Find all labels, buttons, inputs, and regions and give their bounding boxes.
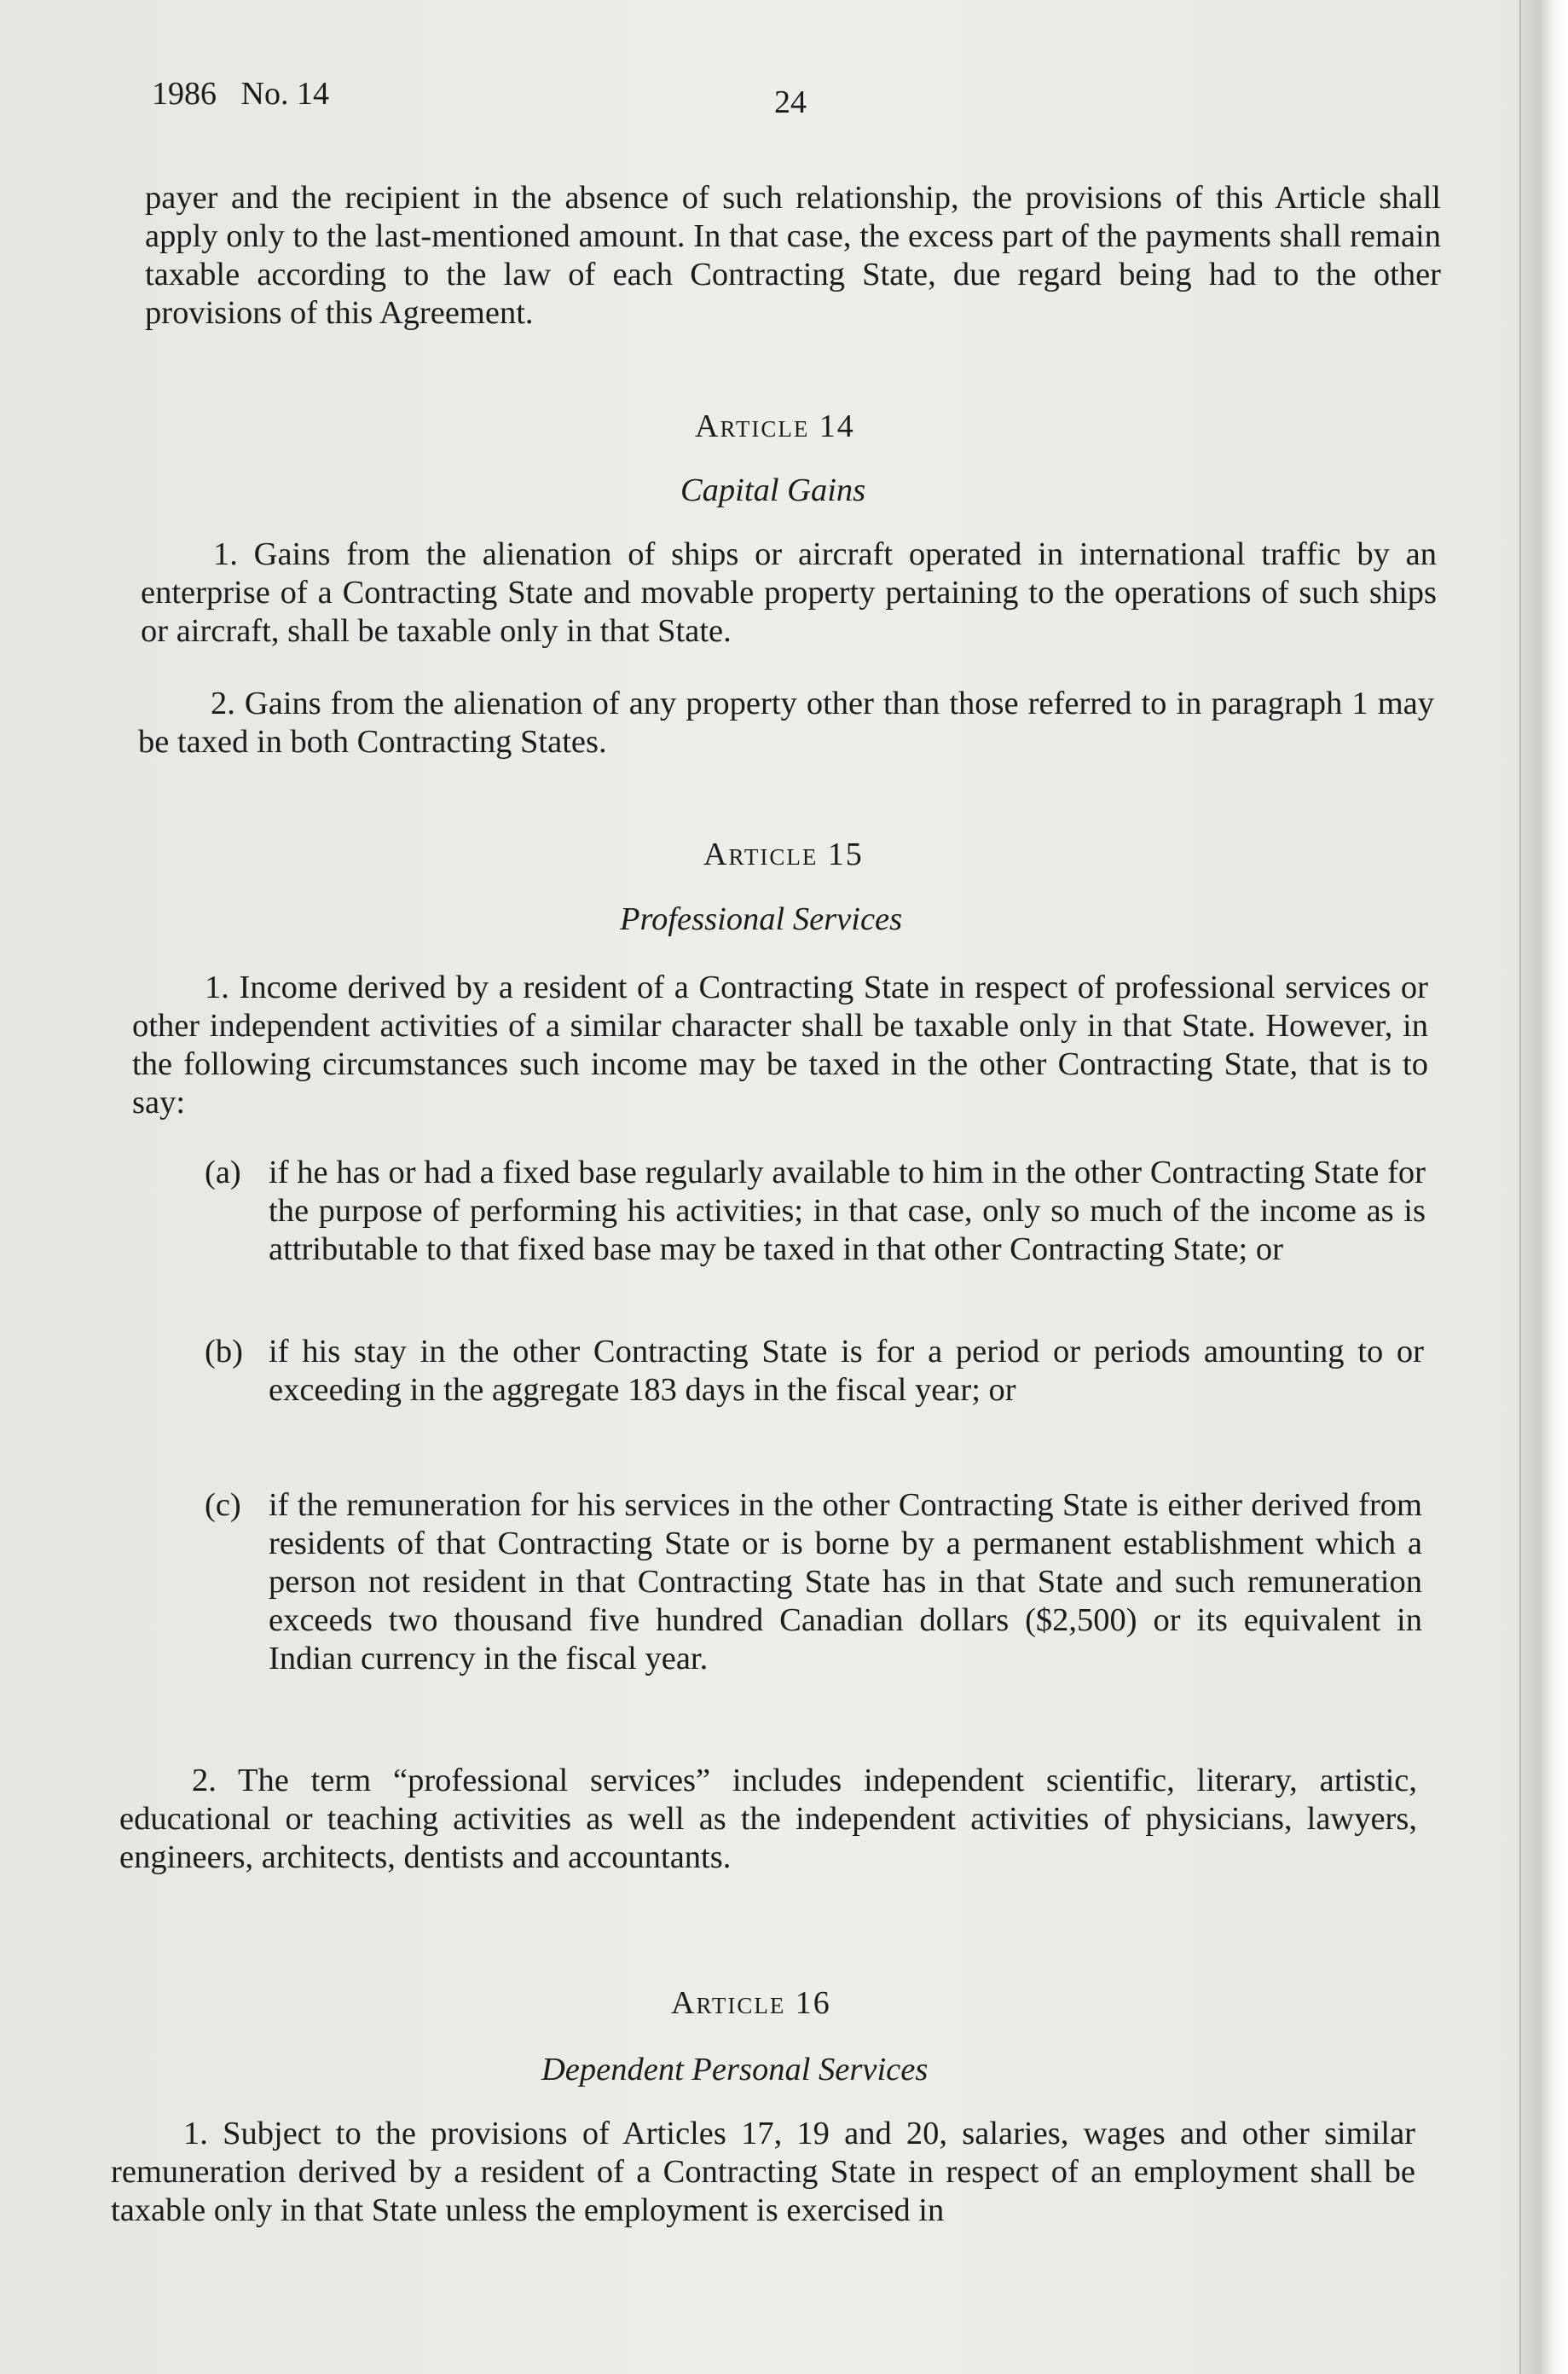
article-15-paragraph-2: 2. The term “professional services” includes independent scientific, literary, artistic, educational or teaching activities as well as the independent activities of physicians, lawyers, engineers, architects, dentists and accountants. [119, 1763, 1417, 1875]
list-item-b [205, 1333, 1424, 1410]
list-item-a [205, 1154, 1426, 1307]
article-15-paragraph-1: 1. Income derived by a resident of a Contracting State in respect of professional services or other independent activities of a similar character shall be taxable only in that State. However, in the following circumstances such income may be taxed in the other Contracting State, that is to say: [132, 970, 1428, 1120]
list-item-text: if the remuneration for his services in the other Contracting State is either derived from residents of that Contracting State or is borne by a permanent establishment which a person not resident in that Contracting State has in that State and such remuneration exceeds two thousand five hundred Canadian dollars ($2,500) or its equivalent in Indian currency in the fiscal year. [269, 1487, 1422, 1676]
book-spine-edge [1519, 0, 1568, 2374]
list-item-label: (a) [205, 1155, 241, 1190]
list-item-label: (c) [205, 1487, 241, 1523]
article-14-heading: Article 14 [695, 408, 855, 444]
page-header [152, 75, 1431, 126]
article-14-paragraph-2: 2. Gains from the alienation of any property other than those referred to in paragraph 1 may be taxed in both Contracting States. [138, 686, 1434, 760]
article-16-title: Dependent Personal Services [541, 2052, 929, 2087]
article-16-paragraph-1: 1. Subject to the provisions of Articles 17, 19 and 20, salaries, wages and other similar remuneration derived by a resident of a Contracting State in respect of an employment shall be taxable only in that State unless the employment is exercised in [111, 2116, 1415, 2228]
intro-paragraph: payer and the recipient in the absence of such relationship, the provisions of this Article shall apply only to the last-mentioned amount. In that case, the excess part of the payments shall remain taxable according to the law of each Contracting State, due regard being had to the other provisions of this Agreement. [145, 180, 1441, 331]
article-15-heading: Article 15 [703, 837, 864, 872]
article-14-paragraph-1: 1. Gains from the alienation of ships or aircraft operated in international traffic by an enterprise of a Contracting State and movable property pertaining to the operations of such ships or aircraft, shall be taxable only in that State. [141, 536, 1437, 649]
list-item-label: (b) [205, 1334, 243, 1369]
year-and-number: 1986 No. 14 [152, 76, 329, 112]
list-item-c [205, 1486, 1422, 1717]
article-15-title: Professional Services [620, 901, 903, 937]
article-14-title: Capital Gains [680, 472, 866, 508]
list-item-text: if his stay in the other Contracting State is for a period or periods amounting to or exceeding in the aggregate 183 days in the fiscal year; or [269, 1334, 1424, 1408]
list-item-text: if he has or had a fixed base regularly available to him in the other Contracting State for the purpose of performing his activities; in that case, only so much of the income as is attributable to that fixed base may be taxed in that other Contracting State; or [269, 1155, 1426, 1267]
page-number: 24 [774, 84, 807, 120]
article-16-heading: Article 16 [671, 1985, 831, 2021]
